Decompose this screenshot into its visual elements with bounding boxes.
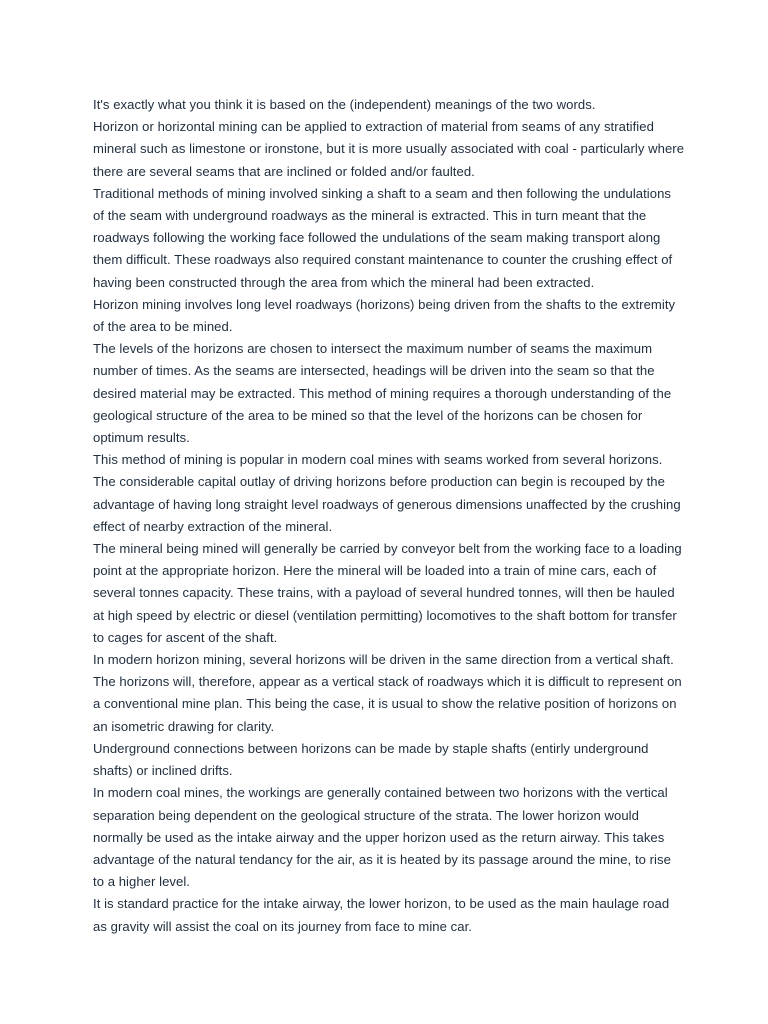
paragraph-haulage: It is standard practice for the intake airway, the lower horizon, to be used as the main haulage road as gravity will assist the coal on its journey from face to mine car. bbox=[93, 896, 670, 934]
paragraph-intro: It's exactly what you think it is based on the (independent) meanings of the two words. bbox=[93, 97, 596, 112]
paragraph-transport: The mineral being mined will generally be carried by conveyor belt from the working face to a loading point at the appropriate horizon. Here the mineral will be loaded into a train of mine cars, each of several tonnes capacity. These trains, with a payload of several hundred tonnes, will then be hauled at high speed by electric or diesel (ventilation permitting) locomotives to the shaft bottom for transfer to cages for ascent of the shaft. bbox=[93, 541, 682, 645]
paragraph-popularity: This method of mining is popular in modern coal mines with seams worked from several horizons. The considerable capital outlay of driving horizons before production can begin is recouped by the advantage of having long straight level roadways of generous dimensions unaffected by the crushing effect of nearby extraction of the mineral. bbox=[93, 452, 681, 534]
document-body bbox=[93, 94, 685, 938]
paragraph-horizon-levels: The levels of the horizons are chosen to intersect the maximum number of seams the maximum number of times. As the seams are intersected, headings will be driven into the seam so that the desired material may be extracted. This method of mining requires a thorough understanding of the geological structure of the area to be mined so that the level of the horizons can be chosen for optimum results. bbox=[93, 341, 672, 446]
paragraph-connections: Underground connections between horizons can be made by staple shafts (entirly underground shafts) or inclined drifts. bbox=[93, 740, 649, 779]
paragraph-definition: Horizon or horizontal mining can be applied to extraction of material from seams of any stratified mineral such as limestone or ironstone, but it is more usually associated with coal - particularly where there are several seams that are inclined or folded and/or faulted. bbox=[93, 119, 685, 179]
paragraph-vertical-stack: In modern horizon mining, several horizons will be driven in the same direction from a vertical shaft. The horizons will, therefore, appear as a vertical stack of roadways which it is difficult to represent on a conventional mine plan. This being the case, it is usual to show the relative position of horizons on an isometric drawing for clarity. bbox=[93, 652, 682, 734]
paragraph-traditional-methods: Traditional methods of mining involved sinking a shaft to a seam and then following the undulations of the seam with underground roadways as the mineral is extracted. This in turn meant that the roadways following the working face followed the undulations of the seam making transport along them difficult. These roadways also required constant maintenance to counter the crushing effect of having been constructed through the area from which the mineral had been extracted. bbox=[93, 185, 673, 290]
paragraph-ventilation: In modern coal mines, the workings are generally contained between two horizons with the vertical separation being dependent on the geological structure of the strata. The lower horizon would normally be used as the intake airway and the upper horizon used as the return airway. This takes advantage of the natural tendancy for the air, as it is heated by its passage around the mine, to rise to a higher level. bbox=[93, 785, 671, 890]
paragraph-horizon-mining: Horizon mining involves long level roadways (horizons) being driven from the shafts to the extremity of the area to be mined. bbox=[93, 296, 676, 335]
